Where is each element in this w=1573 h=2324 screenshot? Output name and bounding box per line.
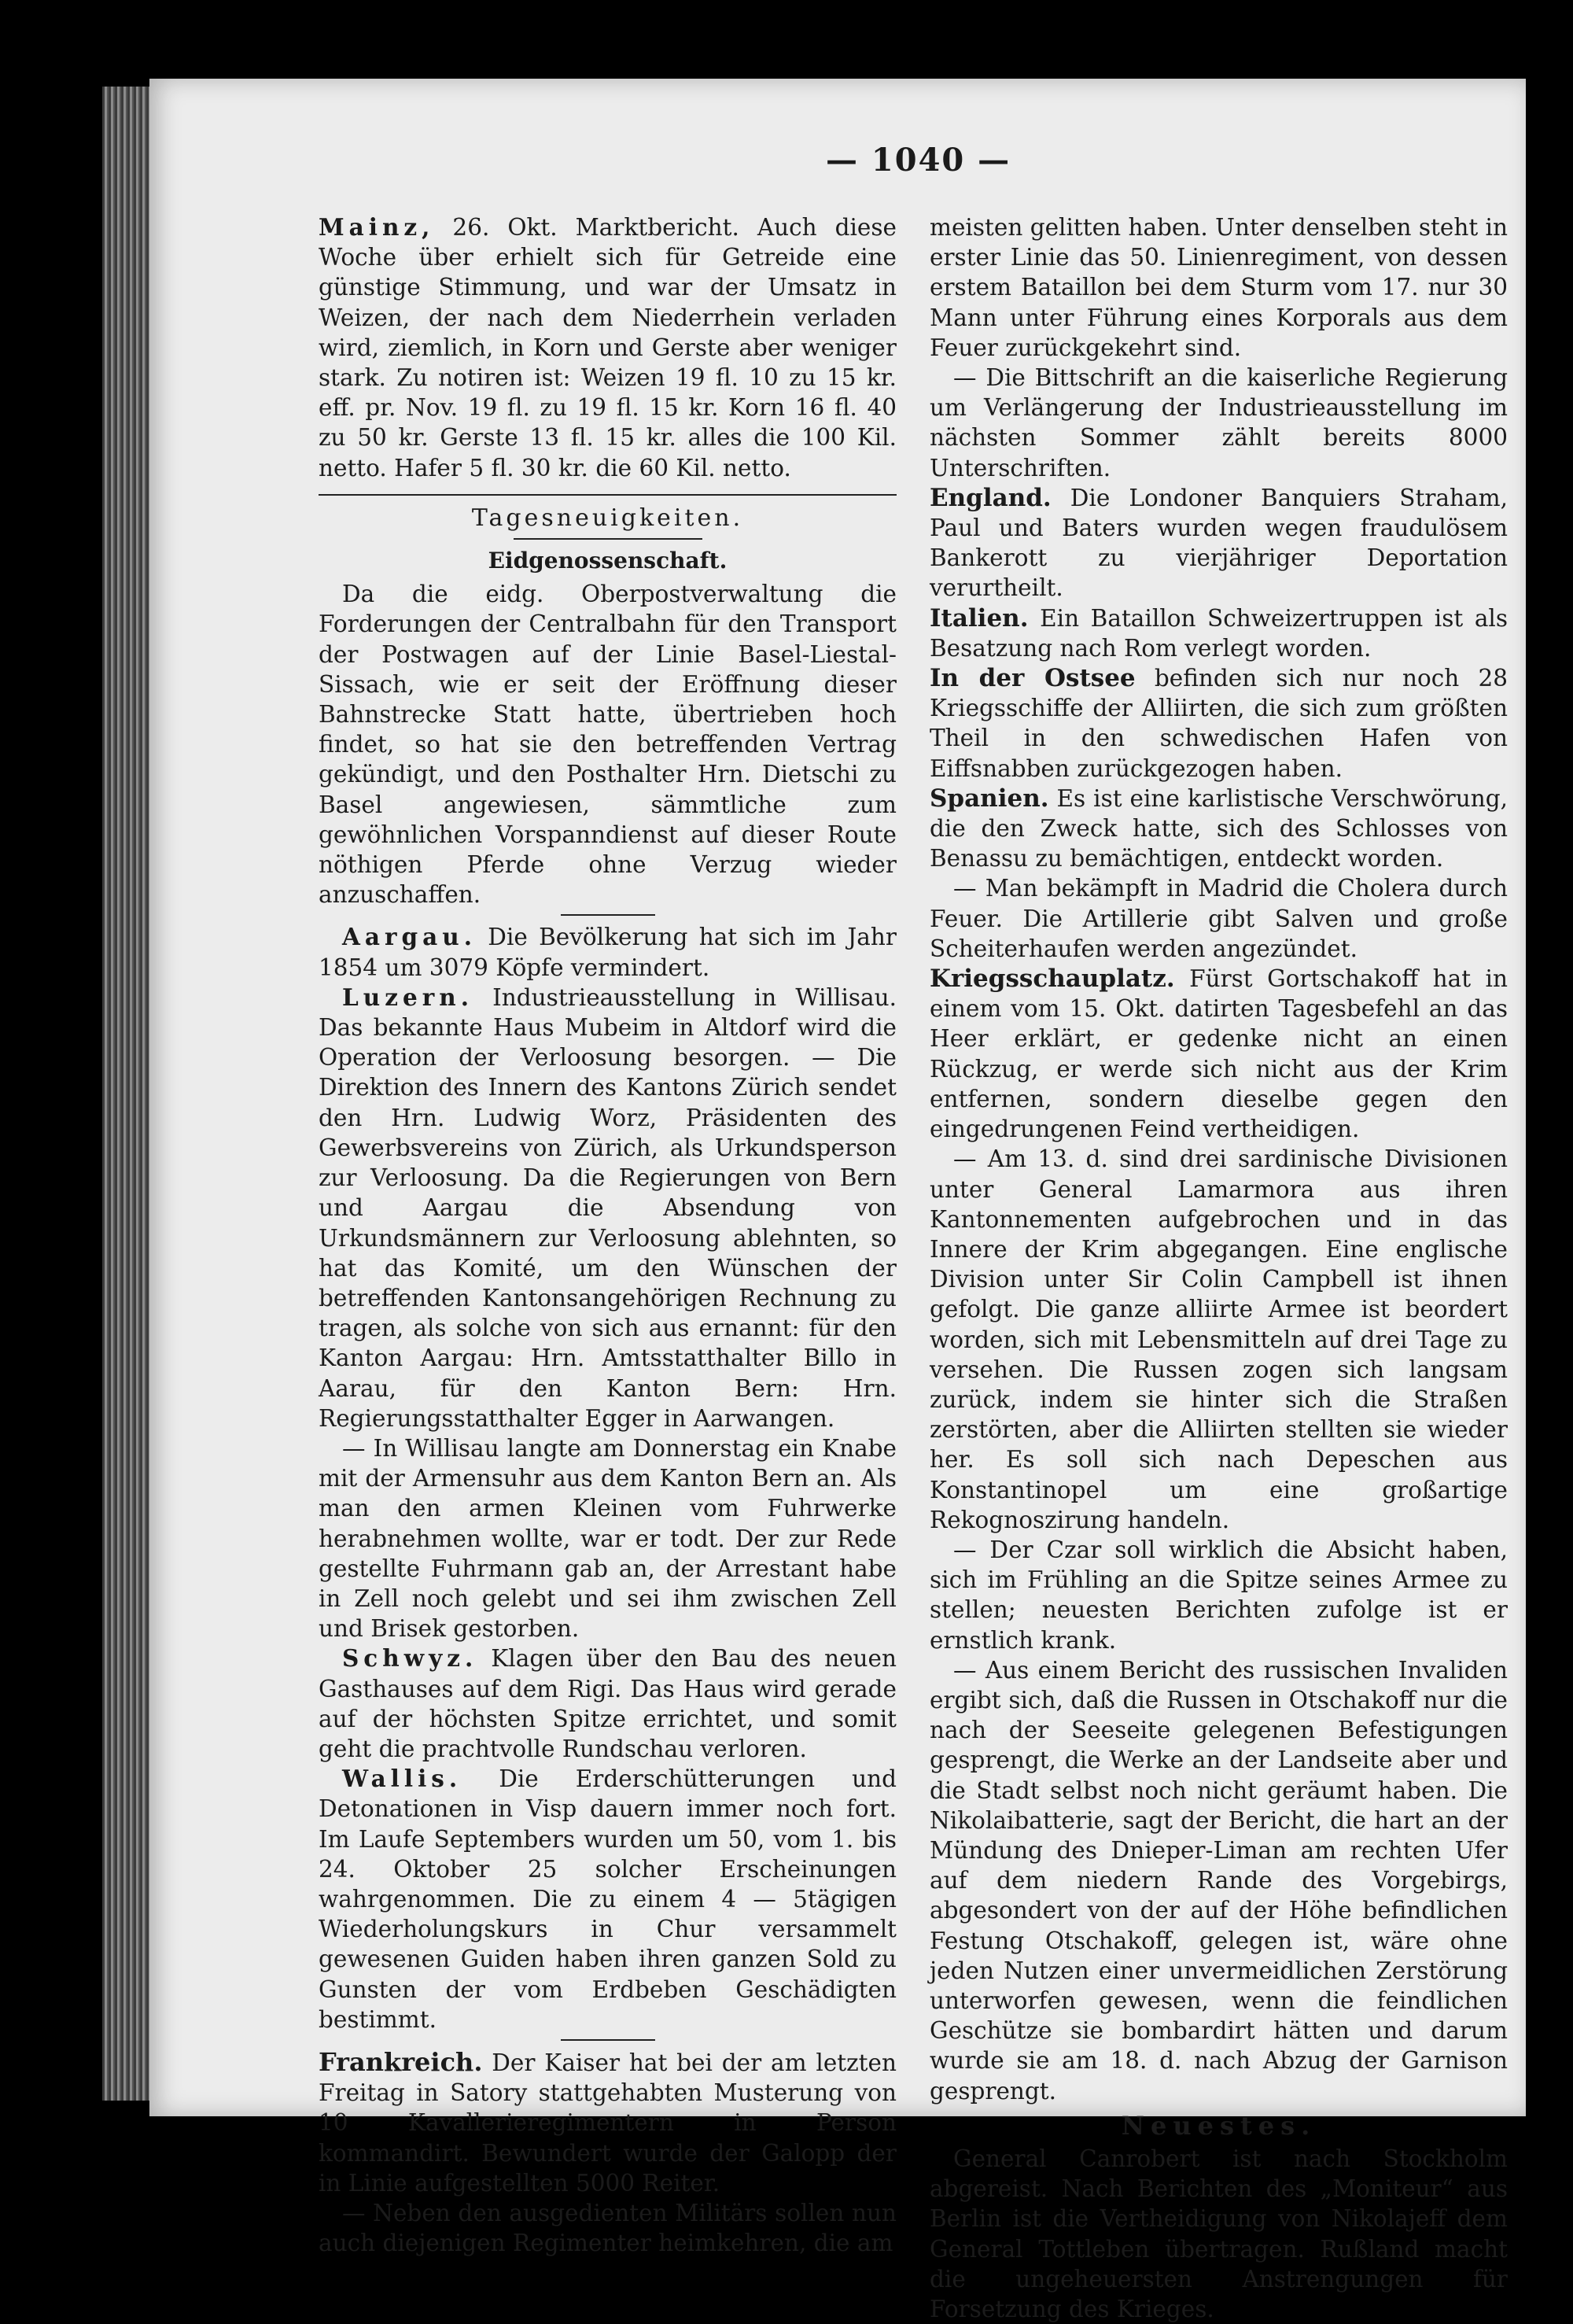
neuestes-article: General Canrobert ist nach Stockholm abgereist. Nach Berichten des „Moniteur“ aus Berlin ist die Vertheidigung von Nikolajeff dem General Tottleben übertragen. Rußland macht die ungeheuersten Anstrengungen für Forsetzung des Krieges. bbox=[930, 2145, 1508, 2323]
frankreich-article-2: — Neben den ausgedienten Militärs sollen nun auch diejenigen Regimenter heimkehren, die am bbox=[319, 2200, 897, 2257]
sardinian-article: — Am 13. d. sind drei sardinische Divisionen unter General Lamarmora aus ihren Kantonnementen aufgebrochen und in das Innere der Krim abgegangen. Eine englische Division unter Sir Colin Campbell ist ihnen gefolgt. Die ganze alliirte Armee ist beordert worden, sich mit Lebensmitteln auf drei Tage zu versehen. Die Russen zogen sich langsam zurück, indem sie hinter sich die Straßen zerstörten, aber die Alliirten stellten sie wieder her. Es soll sich nach Depeschen aus Konstantinopel um eine großartige Rekognoszirung handeln. bbox=[930, 1145, 1508, 1533]
spanien-article: Spanien. Es ist eine karlistische Verschwörung, die den Zweck hatte, sich des Schlosses von Benassu zu bemächtigen, entdeckt worden. bbox=[930, 784, 1508, 872]
place-schwyz: Schwyz. bbox=[342, 1644, 478, 1673]
invaliden-article: — Aus einem Bericht des russischen Invaliden ergibt sich, daß die Russen in Otschakoff nur die nach der Seeseite gelegenen Befestigungen gesprengt, die Werke an der Landseite aber und die Stadt selbst noch nicht geräumt haben. Die Nikolaibatterie, sagt der Bericht, die hart an der Mündung des Dnieper-Liman am rechten Ufer auf dem niedern Rande des Vorgebirgs, abgesondert von der auf der Höhe befindlichen Festung Otschakoff, gelegen ist, wäre ohne jeden Nutzen einer unvermeidlichen Zerstörung unterworfen gewesen, wenn die feindlichen Geschütze sie bombardirt hätten und darum wurde sie am 18. d. nach Abzug der Garnison gesprengt. bbox=[930, 1656, 1508, 2105]
section-title-tagesneuigkeiten: Tagesneuigkeiten. bbox=[471, 504, 744, 532]
frankreich-continued: meisten gelitten haben. Unter denselben steht in erster Linie das 50. Linienregiment, von dessen erstem Bataillon bei dem Sturm vom 17. nur 30 Mann unter Führung eines Korporals aus dem Feuer zurückgekehrt sind. bbox=[930, 214, 1508, 361]
subtitle-eidgenossenschaft: Eidgenossenschaft. bbox=[488, 548, 728, 574]
frankreich-article: Frankreich. Der Kaiser hat bei der am letzten Freitag in Satory stattgehabten Musterung von 10 Kavallerieregimentern in Person kommandirt. Bewundert wurde der Galopp der in Linie aufgestellten 5000 Reiter. bbox=[319, 2046, 897, 2197]
kriegsschauplatz-article: Kriegsschauplatz. Fürst Gortschakoff hat in einem vom 15. Okt. datirten Tagesbefehl an das Heer erklärt, er gedenke nicht an einen Rückzug, er werde sich nicht aus der Krim entfernen, sondern dieselbe gegen den eingedrungenen Feind vertheidigen. bbox=[930, 965, 1508, 1143]
czar-article: — Der Czar soll wirklich die Absicht haben, sich im Frühling an die Spitze seines Armee zu stellen; neuesten Berichten zufolge ist er ernstlich krank. bbox=[930, 1536, 1508, 1654]
england-article: England. Die Londoner Banquiers Straham, Paul und Baters wurden wegen fraudulösem Bankerott zu vierjähriger Deportation verurtheilt. bbox=[930, 483, 1508, 602]
aargau-article: Aargau. Die Bevölkerung hat sich im Jahr 1854 um 3079 Köpfe vermindert. bbox=[319, 923, 897, 981]
book-page-edges bbox=[102, 87, 153, 2101]
schwyz-article: Schwyz. Klagen über den Bau des neuen Gasthauses auf dem Rigi. Das Haus wird gerade auf der höchsten Spitze errichtet, und somit geht die prachtvolle Rundschau verloren. bbox=[319, 1644, 897, 1762]
section-rule bbox=[319, 494, 897, 496]
eidg-article: Da die eidg. Oberpostverwaltung die Forderungen der Centralbahn für den Transport der Postwagen auf der Linie Basel-Liestal-Sissach, wie er seit der Eröffnung dieser Bahnstrecke Statt hatte, übertrieben hoch findet, so hat sie den betreffenden Vertrag gekündigt, und den Posthalter Hrn. Dietschi zu Basel angewiesen, sämmtliche zum gewöhnlichen Vorspanndienst auf dieser Route nöthigen Pferde ohne Verzug wieder anzuschaffen. bbox=[319, 581, 897, 909]
mainz-report: Mainz, 26. Okt. Marktbericht. Auch diese Woche über erhielt sich für Getreide eine günstige Stimmung, und war der Umsatz in Weizen, der nach dem Niederrhein verladen wird, ziemlich, in Korn und Gerste aber weniger stark. Zu notiren ist: Weizen 19 fl. 10 zu 15 kr. eff. pr. Nov. 19 fl. zu 19 fl. 15 kr. Korn 16 fl. 40 zu 50 kr. Gerste 13 fl. 15 kr. alles die 100 Kil. netto. Hafer 5 fl. 30 kr. die 60 Kil. netto. bbox=[319, 213, 897, 481]
place-wallis: Wallis. bbox=[342, 1765, 462, 1793]
right-column bbox=[930, 212, 1508, 2324]
place-aargau: Aargau. bbox=[342, 923, 477, 951]
bittschrift-article: — Die Bittschrift an die kaiserliche Regierung um Verlängerung der Industrieausstellung im nächsten Sommer zählt bereits 8000 Unterschriften. bbox=[930, 364, 1508, 481]
cholera-article: — Man bekämpft in Madrid die Cholera durch Feuer. Die Artillerie gibt Salven und große Scheiterhaufen werden angezündet. bbox=[930, 875, 1508, 962]
short-rule bbox=[514, 538, 702, 540]
place-kriegsschauplatz: Kriegsschauplatz. bbox=[930, 965, 1175, 994]
short-rule bbox=[561, 2039, 655, 2041]
place-england: England. bbox=[930, 483, 1052, 512]
left-column bbox=[319, 212, 897, 2258]
ostsee-article: In der Ostsee befinden sich nur noch 28 Kriegsschiffe der Alliirten, die sich zum größten Theil in den schwedischen Hafen von Eiffsnabben zurückgezogen haben. bbox=[930, 664, 1509, 782]
willisau-article: — In Willisau langte am Donnerstag ein Knabe mit der Armensuhr aus dem Kanton Bern an. Als man den armen Kleinen vom Fuhrwerke herabnehmen wollte, war er todt. Der zur Rede gestellte Fuhrmann gab an, der Arrestant habe in Zell noch gelebt und sei ihm zwischen Zell und Brisek gestorben. bbox=[319, 1434, 897, 1643]
short-rule bbox=[561, 914, 655, 916]
place-spanien: Spanien. bbox=[930, 784, 1049, 813]
page-number: — 1040 — bbox=[826, 142, 1011, 179]
place-frankreich: Frankreich. bbox=[319, 2046, 483, 2077]
place-luzern: Luzern. bbox=[342, 983, 473, 1011]
section-title-neuestes: Neuestes. bbox=[1121, 2110, 1317, 2141]
luzern-article: Luzern. Industrieausstellung in Willisau. Das bekannte Haus Mubeim in Altdorf wird die Operation der Verloosung besorgen. — Die Direktion des Innern des Kantons Zürich sendet den Hrn. Ludwig Worz, Präsidenten des Gewerbsvereins von Zürich, als Urkundsperson zur Verloosung. Da die Regierungen von Bern und Aargau die Absendung von Urkundsmännern zur Verloosung ablehnten, so hat das Komité, um den Wünschen der betreffenden Kantonsangehörigen Rechnung zu tragen, als solche von sich aus ernannt: für den Kanton Aargau: Hrn. Amtsstatthalter Billo in Aarau, für den Kanton Bern: Hrn. Regierungsstatthalter Egger in Aarwangen. bbox=[319, 983, 897, 1432]
place-ostsee: In der Ostsee bbox=[930, 664, 1136, 693]
italien-article: Italien. Ein Bataillon Schweizertruppen ist als Besatzung nach Rom verlegt worden. bbox=[930, 603, 1508, 662]
place-mainz: Mainz, bbox=[319, 213, 435, 241]
wallis-article: Wallis. Die Erderschütterungen und Detonationen in Visp dauern immer noch fort. Im Laufe Septembers wurden um 50, vom 1. bis 24. Oktober 25 solcher Erscheinungen wahrgenommen. Die zu einem 4 — 5tägigen Wiederholungskurs in Chur versammelt gewesenen Guiden haben ihren ganzen Sold zu Gunsten der vom Erdbeben Geschädigten bestimmt. bbox=[319, 1765, 897, 2033]
place-italien: Italien. bbox=[930, 603, 1029, 633]
